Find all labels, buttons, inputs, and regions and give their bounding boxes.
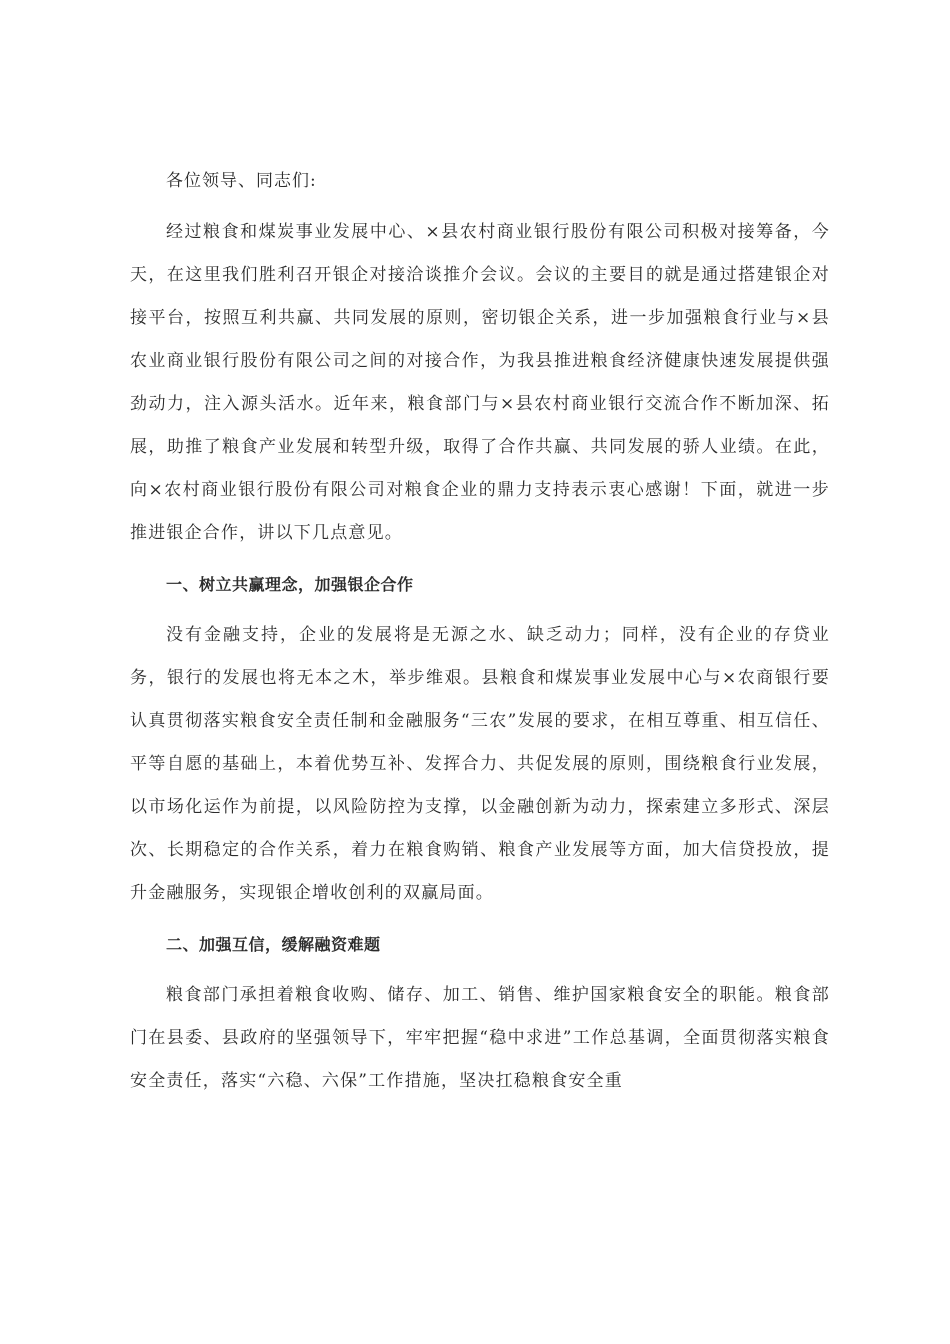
spacer [130, 203, 830, 211]
spacer [130, 606, 830, 614]
document-page [130, 160, 830, 1103]
section-body-1: 没有金融支持，企业的发展将是无源之水、缺乏动力；同样，没有企业的存贷业务，银行的发展也将无本之木，举步维艰。县粮食和煤炭事业发展中心与×农商银行要认真贯彻落实粮食安全责任制和金融服务“三农”发展的要求，在相互尊重、相互信任、平等自愿的基础上，本着优势互补、发挥合力、共促发展的原则，围绕粮食行业发展，以市场化运作为前提，以风险防控为支撑，以金融创新为动力，探索建立多形式、深层次、长期稳定的合作关系，着力在粮食购销、粮食产业发展等方面，加大信贷投放，提升金融服务，实现银企增收创利的双赢局面。 [130, 625, 830, 903]
section-body-2: 粮食部门承担着粮食收购、储存、加工、销售、维护国家粮食安全的职能。粮食部门在县委、县政府的坚强领导下，牢牢把握“稳中求进”工作总基调，全面贯彻落实粮食安全责任，落实“六稳、六保”工作措施，坚决扛稳粮食安全重 [130, 985, 830, 1091]
section-heading-1: 一、树立共赢理念，加强银企合作 [166, 575, 414, 594]
spacer [130, 966, 830, 974]
salutation: 各位领导、同志们: [166, 171, 317, 191]
spacer [130, 555, 830, 563]
spacer [130, 915, 830, 923]
section-heading-2: 二、加强互信，缓解融资难题 [166, 935, 381, 954]
intro-paragraph: 经过粮食和煤炭事业发展中心、×县农村商业银行股份有限公司积极对接筹备，今天，在这里我们胜利召开银企对接洽谈推介会议。会议的主要目的就是通过搭建银企对接平台，按照互利共赢、共同发展的原则，密切银企关系，进一步加强粮食行业与×县农业商业银行股份有限公司之间的对接合作，为我县推进粮食经济健康快速发展提供强劲动力，注入源头活水。近年来，粮食部门与×县农村商业银行交流合作不断加深、拓展，助推了粮食产业发展和转型升级，取得了合作共赢、共同发展的骄人业绩。在此，向×农村商业银行股份有限公司对粮食企业的鼎力支持表示衷心感谢！下面，就进一步推进银企合作，讲以下几点意见。 [130, 222, 830, 543]
